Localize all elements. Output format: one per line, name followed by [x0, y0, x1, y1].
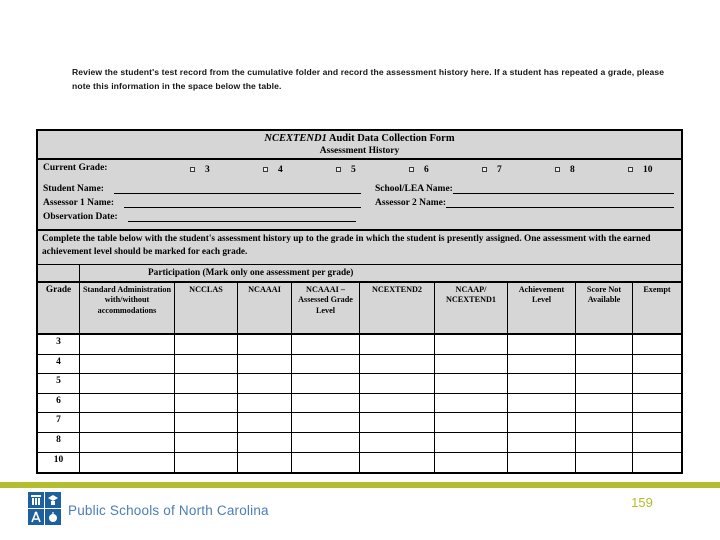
column-header-4: NCAAAI – Assessed Grade Level — [292, 283, 360, 333]
current-grade-option-label: 3 — [205, 164, 210, 175]
assessment-mark-cell[interactable] — [175, 453, 238, 473]
page-number: 159 — [631, 495, 653, 510]
assessment-mark-cell[interactable] — [238, 374, 292, 393]
assessment-mark-cell[interactable] — [360, 374, 435, 393]
student-name-label: Student Name: — [43, 184, 104, 194]
assessment-mark-cell[interactable] — [360, 453, 435, 473]
school-lea-field[interactable] — [453, 183, 674, 194]
current-grade-option-4[interactable] — [263, 165, 336, 175]
assessment-mark-cell[interactable] — [175, 374, 238, 393]
student-name-field[interactable] — [114, 183, 361, 194]
current-grade-option-5[interactable] — [336, 165, 409, 175]
assessment-mark-cell[interactable] — [508, 453, 576, 473]
current-grade-option-8[interactable] — [555, 165, 628, 175]
grade-row-8 — [38, 433, 681, 453]
assessment-mark-cell[interactable] — [80, 335, 175, 354]
assessment-mark-cell[interactable] — [360, 394, 435, 413]
current-grade-option-label: 7 — [497, 164, 502, 175]
column-header-7: Achievement Level — [508, 283, 576, 333]
assessment-mark-cell[interactable] — [633, 355, 681, 374]
assessment-mark-cell[interactable] — [633, 374, 681, 393]
participation-header: Participation (Mark only one assessment per grade) — [148, 268, 354, 278]
logo-text: Public Schools of North Carolina — [68, 503, 269, 518]
assessment-mark-cell[interactable] — [435, 335, 508, 354]
current-grade-option-10[interactable] — [628, 165, 701, 175]
assessor1-label: Assessor 1 Name: — [43, 198, 115, 208]
column-header-6: NCAAP/ NCEXTEND1 — [435, 283, 508, 333]
assessment-mark-cell[interactable] — [292, 355, 360, 374]
assessment-mark-cell[interactable] — [80, 453, 175, 473]
grade-number-cell: 7 — [38, 413, 80, 432]
assessment-mark-cell[interactable] — [292, 335, 360, 354]
participation-grade-stub — [38, 265, 80, 281]
assessment-mark-cell[interactable] — [508, 433, 576, 452]
grade-number-cell: 3 — [38, 335, 80, 354]
assessment-mark-cell[interactable] — [508, 394, 576, 413]
assessment-mark-cell[interactable] — [508, 335, 576, 354]
assessment-mark-cell[interactable] — [576, 433, 633, 452]
form-title-main — [38, 133, 681, 145]
assessment-mark-cell[interactable] — [633, 413, 681, 432]
audit-data-collection-form — [36, 129, 683, 474]
assessment-mark-cell[interactable] — [238, 394, 292, 413]
assessment-mark-cell[interactable] — [175, 355, 238, 374]
assessor2-label: Assessor 2 Name: — [375, 198, 447, 208]
checkbox-icon[interactable] — [555, 167, 560, 172]
assessor2-field[interactable] — [446, 197, 674, 208]
apple-icon — [45, 509, 61, 525]
grade-row-10 — [38, 453, 681, 473]
assessor1-field[interactable] — [124, 197, 361, 208]
assessment-mark-cell[interactable] — [633, 453, 681, 473]
form-title-sub: Assessment History — [319, 146, 400, 156]
assessment-mark-cell[interactable] — [238, 335, 292, 354]
form-title-acronym: NCEXTEND1 — [264, 133, 327, 144]
column-header-8: Score Not Available — [576, 283, 633, 333]
checkbox-icon[interactable] — [482, 167, 487, 172]
column-header-9: Exempt — [643, 285, 671, 294]
participation-header-row — [38, 265, 681, 283]
assessment-mark-cell[interactable] — [576, 453, 633, 473]
graduation-cap-icon — [45, 492, 61, 508]
assessment-mark-cell[interactable] — [238, 453, 292, 473]
assessment-mark-cell[interactable] — [576, 335, 633, 354]
columns-icon — [28, 492, 44, 508]
assessment-mark-cell[interactable] — [80, 394, 175, 413]
grade-number-cell: 6 — [38, 394, 80, 413]
assessment-mark-cell[interactable] — [508, 413, 576, 432]
assessment-mark-cell[interactable] — [633, 394, 681, 413]
grade-row-4 — [38, 355, 681, 375]
assessment-mark-cell[interactable] — [175, 433, 238, 452]
assessment-mark-cell[interactable] — [292, 413, 360, 432]
assessment-mark-cell[interactable] — [360, 413, 435, 432]
column-header-1: Standard Administration with/without accommodations — [80, 283, 175, 333]
checkbox-icon[interactable] — [263, 167, 268, 172]
assessment-mark-cell[interactable] — [360, 355, 435, 374]
assessment-mark-cell[interactable] — [435, 413, 508, 432]
assessment-mark-cell[interactable] — [576, 355, 633, 374]
assessment-mark-cell[interactable] — [435, 394, 508, 413]
assessment-mark-cell[interactable] — [435, 433, 508, 452]
assessment-mark-cell[interactable] — [80, 374, 175, 393]
grade-row-5 — [38, 374, 681, 394]
current-grade-option-label: 8 — [570, 164, 575, 175]
assessment-mark-cell[interactable] — [238, 355, 292, 374]
current-grade-option-label: 4 — [278, 164, 283, 175]
assessment-mark-cell[interactable] — [175, 335, 238, 354]
grade-number-cell: 10 — [38, 453, 80, 473]
grade-number-cell: 5 — [38, 374, 80, 393]
assessment-mark-cell[interactable] — [576, 413, 633, 432]
current-grade-label: Current Grade: — [43, 163, 108, 173]
assessment-mark-cell[interactable] — [292, 394, 360, 413]
assessment-mark-cell[interactable] — [576, 394, 633, 413]
assessment-mark-cell[interactable] — [175, 394, 238, 413]
current-grade-option-label: 6 — [424, 164, 429, 175]
complete-table-note: Complete the table below with the student's assessment history up to the grade in which the student is presently assigned. One assessment with the earned achievement level should be marked for each grade. — [38, 231, 681, 265]
assessment-mark-cell[interactable] — [633, 335, 681, 354]
current-grade-option-6[interactable] — [409, 165, 482, 175]
table-body — [38, 335, 681, 472]
assessment-mark-cell[interactable] — [238, 413, 292, 432]
checkbox-icon[interactable] — [409, 167, 414, 172]
accent-bar — [0, 482, 720, 488]
current-grade-row — [38, 160, 681, 179]
observation-date-label: Observation Date: — [43, 212, 118, 222]
form-title-rest: Audit Data Collection Form — [326, 133, 455, 144]
assessment-mark-cell[interactable] — [360, 335, 435, 354]
assessment-mark-cell[interactable] — [360, 433, 435, 452]
column-header-5: NCEXTEND2 — [360, 283, 435, 333]
assessment-mark-cell[interactable] — [508, 355, 576, 374]
current-grade-option-3[interactable] — [190, 165, 263, 175]
compass-tools-icon — [28, 509, 44, 525]
assessment-mark-cell[interactable] — [292, 374, 360, 393]
public-schools-nc-logo — [28, 492, 63, 526]
grade-number-cell: 8 — [38, 433, 80, 452]
assessment-mark-cell[interactable] — [292, 453, 360, 473]
column-header-3: NCAAAI — [238, 283, 292, 333]
instructions-text: Review the student's test record from the cumulative folder and record the assessment history here. If a student has repeated a grade, please note this information in the space below the table. — [72, 67, 665, 91]
observation-date-field[interactable] — [128, 211, 356, 222]
grade-row-7 — [38, 413, 681, 433]
assessment-mark-cell[interactable] — [80, 433, 175, 452]
assessment-mark-cell[interactable] — [238, 433, 292, 452]
assessment-mark-cell[interactable] — [576, 374, 633, 393]
form-title — [38, 131, 681, 160]
name-fields-section — [38, 179, 681, 231]
current-grade-options — [190, 160, 701, 179]
checkbox-icon[interactable] — [336, 167, 341, 172]
checkbox-icon[interactable] — [628, 167, 633, 172]
column-header-grade: Grade — [38, 283, 80, 333]
assessment-mark-cell[interactable] — [80, 413, 175, 432]
school-lea-label: School/LEA Name: — [375, 184, 453, 194]
assessment-mark-cell[interactable] — [633, 433, 681, 452]
assessment-mark-cell[interactable] — [292, 433, 360, 452]
table-header-row — [38, 283, 681, 335]
grade-row-6 — [38, 394, 681, 414]
current-grade-option-label: 5 — [351, 164, 356, 175]
assessment-mark-cell[interactable] — [80, 355, 175, 374]
assessment-mark-cell[interactable] — [435, 374, 508, 393]
column-header-2: NCCLAS — [175, 283, 238, 333]
current-grade-option-7[interactable] — [482, 165, 555, 175]
assessment-mark-cell[interactable] — [435, 355, 508, 374]
grade-row-3 — [38, 335, 681, 355]
current-grade-option-label: 10 — [643, 164, 653, 175]
assessment-mark-cell[interactable] — [435, 453, 508, 473]
grade-number-cell: 4 — [38, 355, 80, 374]
checkbox-icon[interactable] — [190, 167, 195, 172]
assessment-mark-cell[interactable] — [508, 374, 576, 393]
assessment-mark-cell[interactable] — [175, 413, 238, 432]
